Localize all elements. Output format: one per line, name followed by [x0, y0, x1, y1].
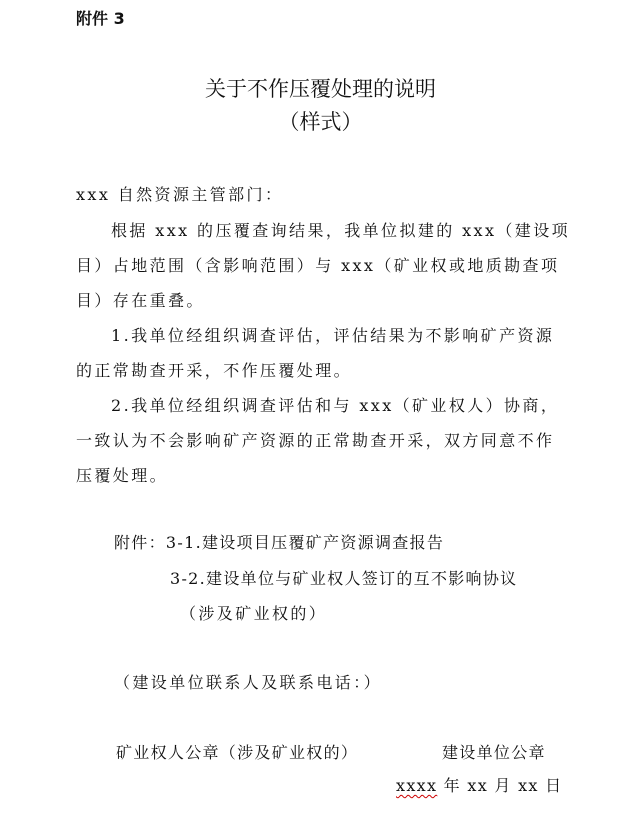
attachment-item-2-line-2: （涉及矿业权的）: [180, 604, 328, 623]
option-1-line-1: 1.我单位经组织调查评估，评估结果为不影响矿产资源: [111, 326, 555, 345]
contact-line: （建设单位联系人及联系电话：）: [114, 673, 383, 692]
option-1-line-2: 的正常勘查开采，不作压覆处理。: [76, 361, 353, 380]
page-subtitle: （样式）: [278, 110, 363, 134]
date-line: [396, 773, 562, 796]
option-2-line-1: 2.我单位经组织调查评估和与 xxx（矿业权人）协商，: [111, 396, 560, 415]
date-rest: 年 xx 月 xx 日: [437, 776, 563, 795]
rights-holder-seal: 矿业权人公章（涉及矿业权的）: [116, 743, 359, 762]
date-year-placeholder: xxxx: [396, 776, 438, 795]
attachment-item-2-line-1: 3-2.建设单位与矿业权人签订的互不影响协议: [170, 569, 518, 588]
attachments-label-line: 附件：3-1.建设项目压覆矿产资源调查报告: [114, 533, 445, 552]
page-title: 关于不作压覆处理的说明: [205, 77, 436, 101]
paragraph-1-line-2: 目）占地范围（含影响范围）与 xxx（矿业权或地质勘查项: [76, 256, 560, 275]
attachment-label: 附件 3: [76, 9, 125, 28]
option-2-line-2: 一致认为不会影响矿产资源的正常勘查开采，双方同意不作: [76, 431, 555, 450]
salutation: xxx 自然资源主管部门：: [76, 185, 284, 204]
option-2-line-3: 压覆处理。: [76, 466, 169, 485]
paragraph-1-line-1: 根据 xxx 的压覆查询结果，我单位拟建的 xxx（建设项: [111, 221, 570, 240]
construction-unit-seal: 建设单位公章: [442, 743, 546, 762]
paragraph-1-line-3: 目）存在重叠。: [76, 291, 205, 310]
